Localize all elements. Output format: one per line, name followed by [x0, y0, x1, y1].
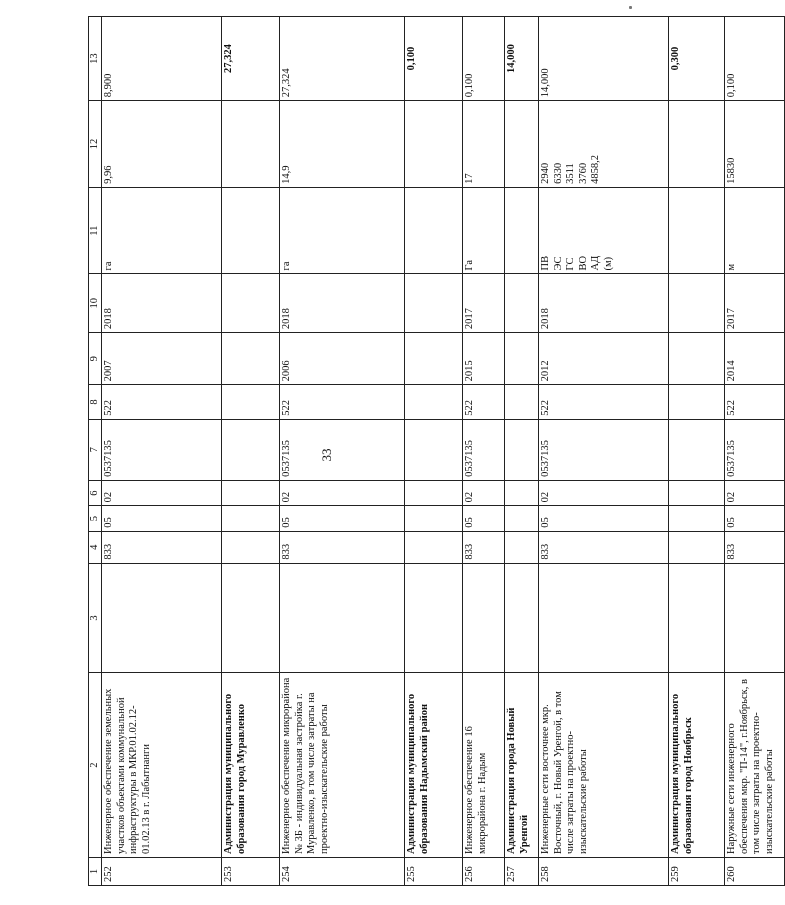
cell-col-7 — [405, 419, 463, 480]
cell-col-7: 0537135 — [102, 419, 222, 480]
cell-line: га — [103, 261, 114, 271]
cell-col-4 — [222, 531, 280, 563]
cell-col-3 — [280, 563, 405, 673]
cell-col-8: 522 — [539, 385, 669, 419]
header-cell-4: 4 — [89, 531, 102, 563]
cell-line: 14,9 — [281, 165, 292, 184]
cell-line: ЭС — [552, 256, 564, 271]
header-cell-11: 11 — [89, 187, 102, 274]
cell-col-9: 2006 — [280, 333, 405, 385]
cell-col-7 — [505, 419, 539, 480]
cell-col-9: 2012 — [539, 333, 669, 385]
cell-col-4 — [405, 531, 463, 563]
cell-col-9: 2015 — [463, 333, 505, 385]
cell-col-12 — [222, 101, 280, 188]
cell-col-2: Инженерные сети восточнее мкр. Восточный, г. Новый Уренгой, в том числе затраты на проектно-изыскательские работы — [539, 673, 669, 858]
cell-col-6 — [222, 480, 280, 505]
cell-col-8 — [669, 385, 725, 419]
cell-col-12 — [669, 101, 725, 188]
cell-col-9: 2007 — [102, 333, 222, 385]
cell-col-9 — [222, 333, 280, 385]
cell-col-11 — [280, 187, 405, 274]
cell-col-5: 05 — [463, 506, 505, 531]
cell-col-1: 260 — [725, 857, 785, 885]
table-header-row — [89, 17, 102, 886]
cell-line: АД — [590, 255, 601, 271]
cell-col-6: 02 — [280, 480, 405, 505]
budget-table — [88, 16, 785, 886]
cell-col-1: 257 — [505, 857, 539, 885]
cell-line: 4858,2 — [590, 154, 601, 184]
cell-col-13: 27,324 — [222, 17, 280, 101]
cell-col-11 — [405, 187, 463, 274]
cell-col-12 — [405, 101, 463, 188]
cell-col-5: 05 — [539, 506, 669, 531]
cell-col-8 — [405, 385, 463, 419]
cell-col-7 — [669, 419, 725, 480]
cell-col-3 — [669, 563, 725, 673]
cell-col-8: 522 — [280, 385, 405, 419]
cell-col-2: Администрация города Новый Уренгой — [505, 673, 539, 858]
cell-line: ГС — [565, 257, 576, 271]
table-body — [89, 17, 785, 886]
cell-col-4: 833 — [539, 531, 669, 563]
table-row — [102, 17, 222, 886]
cell-col-3 — [405, 563, 463, 673]
cell-col-1: 255 — [405, 857, 463, 885]
cell-col-13: 27,324 — [280, 17, 405, 101]
cell-line: 2940 — [540, 162, 551, 184]
cell-col-3 — [102, 563, 222, 673]
header-cell-13: 13 — [89, 17, 102, 101]
cell-col-2: Администрация муниципального образования город Ноябрьск — [669, 673, 725, 858]
cell-col-10 — [405, 274, 463, 333]
cell-col-4 — [669, 531, 725, 563]
header-cell-12: 12 — [89, 101, 102, 188]
cell-col-9 — [505, 333, 539, 385]
cell-col-3 — [463, 563, 505, 673]
cell-col-3 — [505, 563, 539, 673]
cell-col-1: 252 — [102, 857, 222, 885]
cell-col-12 — [725, 101, 785, 188]
cell-col-2: Администрация муниципального образования Надымский район — [405, 673, 463, 858]
header-cell-3: 3 — [89, 563, 102, 673]
cell-col-13: 8,900 — [102, 17, 222, 101]
cell-col-10: 2017 — [725, 274, 785, 333]
cell-line: 3760 — [577, 162, 589, 184]
cell-col-2: Инженерное обеспечение микрорайона № 3Б - индивидуальная застройка г. Муравленко, в том числе затраты на проектно-изыскательские работы — [280, 673, 405, 858]
cell-col-4 — [505, 531, 539, 563]
header-cell-1: 1 — [89, 857, 102, 885]
cell-col-11 — [102, 187, 222, 274]
cell-col-8: 522 — [725, 385, 785, 419]
cell-col-6: 02 — [539, 480, 669, 505]
table-row — [222, 17, 280, 886]
cell-col-6 — [405, 480, 463, 505]
cell-col-1: 259 — [669, 857, 725, 885]
cell-col-10: 2018 — [280, 274, 405, 333]
cell-col-11 — [669, 187, 725, 274]
rotated-table-container — [88, 16, 775, 886]
cell-line: ВО — [577, 255, 589, 271]
cell-col-9: 2014 — [725, 333, 785, 385]
cell-col-12 — [102, 101, 222, 188]
cell-col-13: 14,000 — [539, 17, 669, 101]
cell-col-2: Администрация муниципального образования город Муравленко — [222, 673, 280, 858]
cell-col-1: 256 — [463, 857, 505, 885]
table-row — [539, 17, 669, 886]
cell-col-6: 02 — [725, 480, 785, 505]
cell-line: (м) — [602, 256, 614, 271]
cell-col-10 — [222, 274, 280, 333]
cell-col-5: 05 — [280, 506, 405, 531]
header-cell-10: 10 — [89, 274, 102, 333]
cell-line: 3511 — [565, 163, 576, 184]
table-row — [725, 17, 785, 886]
cell-col-4: 833 — [102, 531, 222, 563]
cell-col-11 — [539, 187, 669, 274]
cell-col-10: 2018 — [539, 274, 669, 333]
cell-col-6 — [505, 480, 539, 505]
cell-col-1: 253 — [222, 857, 280, 885]
table-row — [463, 17, 505, 886]
cell-col-6: 02 — [463, 480, 505, 505]
table-row — [505, 17, 539, 886]
cell-col-2: Инженерное обеспечение 16 микрорайона г. Надым — [463, 673, 505, 858]
cell-line: 6330 — [552, 162, 564, 184]
cell-col-7 — [222, 419, 280, 480]
scan-speck — [629, 6, 632, 9]
cell-col-5 — [669, 506, 725, 531]
cell-line: га — [281, 261, 292, 271]
cell-col-4: 833 — [463, 531, 505, 563]
cell-col-12 — [280, 101, 405, 188]
cell-col-13: 0,100 — [405, 17, 463, 101]
cell-col-5 — [405, 506, 463, 531]
header-cell-6: 6 — [89, 480, 102, 505]
header-cell-7: 7 — [89, 419, 102, 480]
cell-col-12 — [463, 101, 505, 188]
cell-col-10 — [505, 274, 539, 333]
header-cell-8: 8 — [89, 385, 102, 419]
cell-col-13: 14,000 — [505, 17, 539, 101]
header-cell-9: 9 — [89, 333, 102, 385]
cell-line: 15830 — [726, 157, 737, 184]
cell-col-6 — [669, 480, 725, 505]
cell-line: 17 — [464, 173, 475, 184]
cell-col-11 — [725, 187, 785, 274]
cell-col-6: 02 — [102, 480, 222, 505]
cell-col-13: 0,100 — [725, 17, 785, 101]
cell-col-8 — [222, 385, 280, 419]
cell-col-9 — [405, 333, 463, 385]
cell-col-13: 0,300 — [669, 17, 725, 101]
cell-col-8 — [505, 385, 539, 419]
cell-col-11 — [463, 187, 505, 274]
cell-col-8: 522 — [102, 385, 222, 419]
cell-col-4: 833 — [725, 531, 785, 563]
page-number: 33 — [319, 448, 334, 462]
cell-col-5: 05 — [725, 506, 785, 531]
cell-col-7: 0537135 — [725, 419, 785, 480]
table-row — [405, 17, 463, 886]
cell-col-12 — [539, 101, 669, 188]
header-cell-2: 2 — [89, 673, 102, 858]
cell-col-8: 522 — [463, 385, 505, 419]
cell-col-10: 2017 — [463, 274, 505, 333]
cell-col-1: 258 — [539, 857, 669, 885]
cell-col-3 — [539, 563, 669, 673]
cell-col-13: 0,100 — [463, 17, 505, 101]
cell-col-5 — [505, 506, 539, 531]
cell-line: Га — [464, 259, 475, 271]
cell-line: 9,96 — [103, 165, 114, 184]
cell-col-2: Инженерное обеспечение земельных участков объектами коммунальной инфраструктуры в МКР.01.02.12-01.02.13 в г. Лабытнанги — [102, 673, 222, 858]
cell-col-10 — [669, 274, 725, 333]
cell-col-1: 254 — [280, 857, 405, 885]
cell-col-4: 833 — [280, 531, 405, 563]
table-row — [280, 17, 405, 886]
cell-col-7: 0537135 — [280, 419, 405, 480]
table-row — [669, 17, 725, 886]
cell-col-7: 0537135 — [539, 419, 669, 480]
header-cell-5: 5 — [89, 506, 102, 531]
cell-col-3 — [222, 563, 280, 673]
cell-col-10: 2018 — [102, 274, 222, 333]
cell-col-12 — [505, 101, 539, 188]
cell-line: ПВ — [540, 255, 551, 271]
cell-col-2: Наружные сети инженерного обеспечения мкр. "П-14", г.Ноябрьск, в том числе затраты на проектно-изыскательские работы — [725, 673, 785, 858]
cell-col-7: 0537135 — [463, 419, 505, 480]
cell-col-3 — [725, 563, 785, 673]
cell-col-9 — [669, 333, 725, 385]
cell-line: м — [726, 263, 737, 271]
cell-col-11 — [505, 187, 539, 274]
cell-col-5 — [222, 506, 280, 531]
cell-col-11 — [222, 187, 280, 274]
cell-col-5: 05 — [102, 506, 222, 531]
